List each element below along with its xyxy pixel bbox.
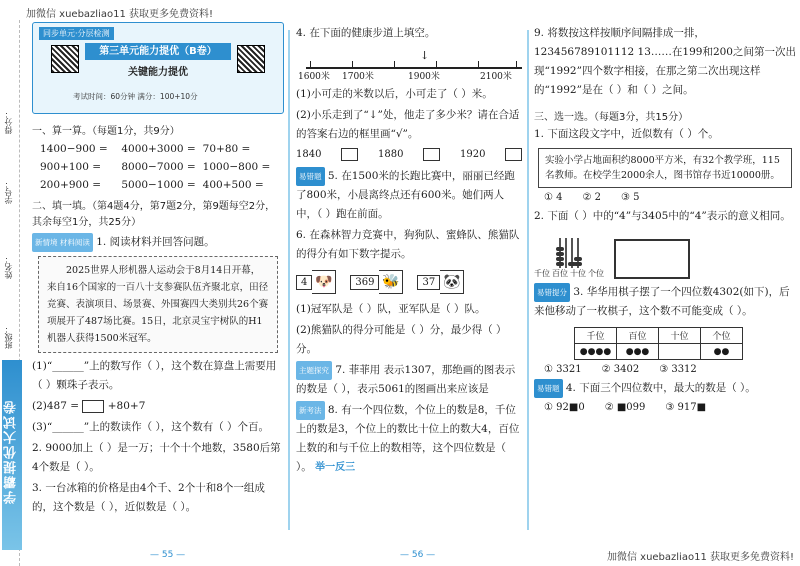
choice-option[interactable]: ③ 3312 — [659, 364, 697, 375]
question-text: 1. 阅读材料并回答问题。 — [96, 236, 215, 248]
option-label: 1880 — [378, 149, 404, 160]
tick — [516, 61, 517, 69]
place-value-table — [574, 327, 743, 360]
tick-label: 1900米 — [408, 72, 440, 82]
choice-option[interactable]: ① 92■0 — [544, 402, 585, 413]
tick — [394, 61, 395, 69]
choice-option[interactable]: ① 3321 — [544, 364, 582, 375]
abacus-rods — [559, 232, 579, 268]
class-label: 班级： — [4, 325, 13, 349]
question-text: (2)熊猫队的得分可能是（ ）分，最少得（ ）分。 — [296, 324, 507, 355]
dog-icon: 🐶 — [312, 270, 336, 294]
calc-item: 900+100 = — [40, 161, 102, 173]
choice-option[interactable]: ① 4 — [544, 192, 563, 203]
question-text: 4. 下面三个四位数中，最大的数是（ ）。 — [565, 382, 756, 394]
calc-item: 5000−1000 = — [121, 179, 196, 191]
question-text: (3)“______”上的数读作（ ），这个数有（ ）个百。 — [32, 421, 270, 433]
place-label: 千位 — [534, 269, 550, 278]
bee-icon: 🐝 — [379, 270, 403, 294]
exam-info: 考试时间：60分钟 满分：100+10分 — [73, 92, 198, 101]
question-text: (2)小乐走到了“↓”处，他走了多少米？请在合适的答案右边的框里画“√”。 — [296, 109, 520, 140]
choice-option[interactable]: ③ 917■ — [665, 402, 707, 413]
tick — [352, 61, 353, 69]
question-text: 9. 将数按这样按顺序间隔排成一排，123456789101112 13……在199和200之间第一次出现“1992”四个数字相接，在那之第二次出现这样的“1992”是在（ ）和（ ）之间。 — [534, 27, 796, 96]
table-header: 个位 — [701, 328, 743, 344]
table-cell: ●●● — [617, 344, 659, 360]
watermark-bottom: 加微信 xuebazliao11 获取更多免费资料! — [606, 552, 794, 563]
abacus-rod — [577, 238, 579, 268]
tick — [436, 61, 437, 69]
choice-options — [544, 402, 796, 413]
check-box[interactable] — [423, 148, 440, 161]
option-label: 1840 — [296, 149, 322, 160]
calc-item: 400+500 = — [202, 179, 264, 191]
name-label: 姓名： — [4, 255, 13, 279]
section-title: 三、选一选。（每题3分，共15分） — [534, 112, 689, 123]
question-badge: 新考法 — [296, 401, 325, 420]
calc-item: 8000−7000 = — [121, 161, 196, 173]
question-text: 1. 下面这段文字中，近似数有（ ）个。 — [534, 128, 719, 140]
question-text: 7. 菲菲用 表示1307，那绝画的图表示的数是（ ），表示5061的图画出来应该是 — [296, 364, 516, 395]
question-badge: 易错题 — [296, 167, 325, 186]
place-label: 百位 — [552, 269, 568, 278]
place-value-abacus — [534, 232, 604, 279]
choice-option[interactable]: ② ■099 — [604, 402, 646, 413]
column-divider — [288, 30, 290, 530]
panda-team-score — [417, 270, 464, 294]
check-box[interactable] — [505, 148, 522, 161]
score-digits: 37 — [417, 275, 440, 290]
table-header: 百位 — [617, 328, 659, 344]
calc-item: 4000+3000 = — [121, 143, 196, 155]
question-text: 3. 华华用棋子摆了一个四位数4302(如下)，后来他移动了一枚棋子，这个数不可能变成（ ）。 — [534, 286, 790, 317]
table-cell: ●●●● — [575, 344, 617, 360]
column-middle — [296, 22, 522, 477]
extension-tag: 举一反三 — [315, 462, 356, 473]
question-text: (1)“______”上的数写作（ ），这个数在算盘上需要用（ ）颗珠子表示。 — [32, 360, 277, 391]
dog-team-score — [296, 270, 336, 294]
question-text: 3. 一台冰箱的价格是由4个千、2个十和8个一组成的，这个数是（ ），近似数是（ ）。 — [32, 482, 265, 513]
column-left — [32, 22, 284, 517]
calc-grid — [40, 143, 284, 191]
score-label: 得分： — [4, 110, 13, 134]
question — [534, 379, 796, 398]
abacus-options — [534, 232, 796, 279]
place-label: 十位 — [570, 269, 586, 278]
page-number: — 56 — — [400, 550, 436, 560]
calc-item: 1400−900 = — [40, 143, 108, 155]
header-tag: 同步单元·分层检测 — [39, 27, 114, 40]
reading-material: 2025世界人形机器人运动会于8月14日开幕，来自16个国家的一百八十支参赛队伍齐聚北京，田径竞赛、表演项目、场景赛、外围赛四大类别共26个赛项展开了487场比赛。15日，北京灵宝宇树队的H1机器人获得1500米冠军。 — [38, 256, 278, 353]
number-line — [296, 49, 522, 83]
table-header: 千位 — [575, 328, 617, 344]
table-header: 十位 — [659, 328, 701, 344]
choice-option[interactable]: ② 2 — [582, 192, 602, 203]
question — [296, 361, 522, 399]
question — [32, 233, 284, 252]
score-digits: 369 — [350, 275, 379, 290]
qr-code-icon — [237, 45, 265, 73]
tick — [478, 61, 479, 69]
calc-item: 1000−800 = — [202, 161, 271, 173]
question-text: 5. 在1500米的长跑比赛中，丽丽已经跑了800米，小晨离终点还有600米。她们两人中，（ ）跑在前面。 — [296, 170, 515, 220]
question-text: 4. 在下面的健康步道上填空。 — [296, 27, 436, 39]
question-text: (2)487 = — [32, 400, 80, 412]
option-label: 1920 — [460, 149, 486, 160]
tick-label: 1700米 — [342, 72, 374, 82]
exam-header — [32, 22, 284, 114]
choice-options — [544, 192, 796, 203]
counting-frame — [614, 239, 690, 279]
checkbox-options — [296, 148, 522, 161]
team-scores — [296, 270, 522, 294]
arrow-down-icon: ↓ — [420, 49, 430, 62]
question — [296, 167, 522, 224]
exam-title: 第三单元能力提优（B卷） — [85, 43, 231, 60]
page-number: — 55 — — [150, 550, 186, 560]
question-badge: 主题探究 — [296, 361, 332, 380]
student-id-label: 学号： — [4, 180, 13, 204]
section-title: 一、算一算。（每题1分，共9分） — [32, 126, 180, 137]
abacus-rod — [565, 238, 567, 268]
question — [296, 401, 522, 477]
choice-options — [544, 364, 796, 375]
abacus-rod — [559, 238, 561, 268]
table-cell: ●● — [701, 344, 743, 360]
calc-item: 200+900 = — [40, 179, 102, 191]
tick-label: 1600米 — [298, 72, 330, 82]
question-text: +80+7 — [107, 400, 146, 412]
brand-vertical: 学霸提优大试卷 — [2, 360, 22, 550]
tick-label: 2100米 — [480, 72, 512, 82]
passage-box: 实验小学占地面积约8000平方米，有32个教学班，115名教师。在校学生2000余人，图书馆存书近10000册。 — [538, 148, 792, 188]
tick — [310, 61, 311, 69]
column-divider — [527, 30, 529, 530]
watermark-top: 加微信 xuebazliao11 获取更多免费资料! — [26, 9, 214, 20]
qr-code-icon — [51, 45, 79, 73]
score-digits: 4 — [296, 275, 312, 290]
question-text: (1)冠军队是（ ）队，亚军队是（ ）队。 — [296, 303, 486, 315]
abacus-rod — [571, 238, 573, 268]
table-cell — [659, 344, 701, 360]
question-text: 8. 有一个四位数，个位上的数是8，千位上的数是3，个位上的数比十位上的数大4，百位上数的和与千位上的数相等，这个四位数是（ ）。 — [296, 404, 520, 473]
calc-item: 70+80 = — [202, 143, 251, 155]
question — [32, 397, 284, 416]
question-badge: 新情境 材料阅读 — [32, 233, 93, 252]
place-label: 个位 — [588, 269, 604, 278]
choice-option[interactable]: ③ 5 — [621, 192, 640, 203]
choice-option[interactable]: ② 3402 — [601, 364, 640, 375]
section-title: 二、填一填。（第4题4分，第7题2分，第9题每空2分，其余每空1分，共25分） — [32, 201, 276, 228]
answer-box[interactable] — [82, 400, 104, 413]
check-box[interactable] — [341, 148, 358, 161]
question-text: 2. 下面（ ）中的“4”与3405中的“4”表示的意义相同。 — [534, 210, 791, 222]
panda-icon: 🐼 — [440, 270, 464, 294]
question-badge: 易错题 — [534, 379, 563, 398]
column-right — [534, 22, 796, 413]
question-text: (1)小可走的米数以后，小可走了（ ）米。 — [296, 88, 493, 100]
bee-team-score — [350, 270, 403, 294]
question — [534, 283, 796, 321]
question-badge: 易错提分 — [534, 283, 570, 302]
exam-subtitle: 关键能力提优 — [128, 67, 188, 78]
question-text: 6. 在森林智力竞赛中，狗狗队、蜜蜂队、熊猫队的得分有如下数字提示。 — [296, 229, 520, 260]
question-text: 2. 9000加上（ ）是一万；十个十个地数，3580后第4个数是（ ）。 — [32, 442, 281, 473]
